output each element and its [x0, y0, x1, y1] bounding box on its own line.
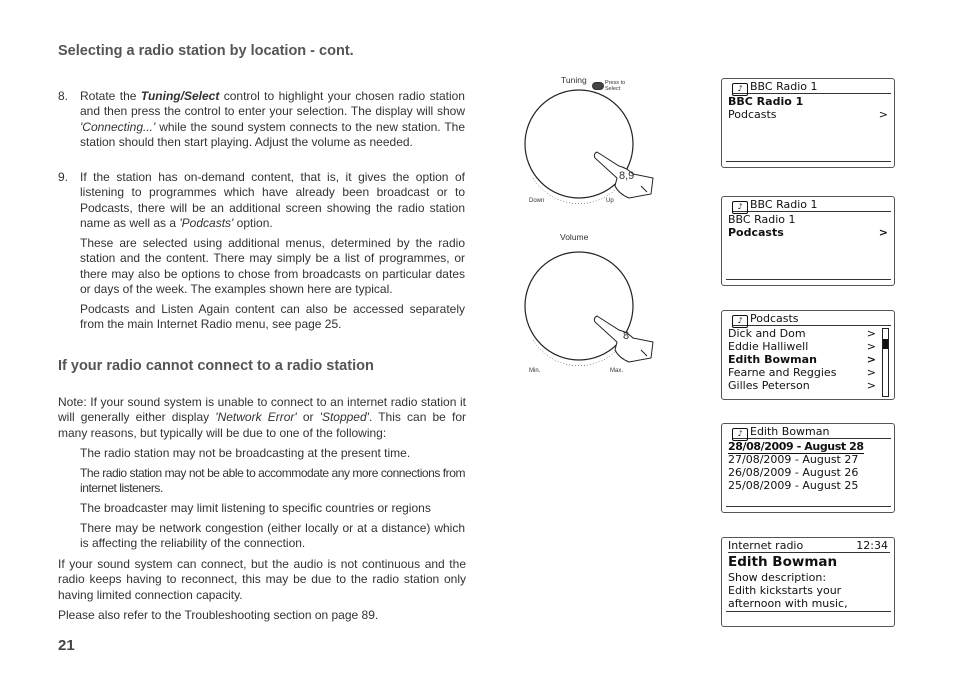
lcd-title-text: Podcasts [750, 312, 799, 325]
lcd-bottom-line [726, 506, 891, 507]
lcd-row [728, 466, 890, 479]
lcd-row [728, 327, 878, 340]
reason-item: The broadcaster may limit listening to specific countries or regions [80, 501, 431, 515]
volume-max-label: Max. [610, 368, 624, 374]
stopped-term: 'Stopped' [319, 410, 369, 425]
step-8-post: while the sound system connects to the new station. The station should then start playing. Adjust the volume as needed. [80, 119, 465, 149]
volume-step-label: 8 [623, 330, 630, 342]
note-or: or [296, 410, 320, 425]
section-heading-troubleshoot: If your radio cannot connect to a radio station [58, 358, 374, 374]
lcd-row-text: Podcasts [728, 108, 777, 121]
lcd-row-text: 28/08/2009 - August 28 [728, 440, 864, 453]
step-9-post: option. [233, 215, 273, 230]
chevron-right-icon: > [866, 379, 876, 392]
lcd-row-text: 26/08/2009 - August 26 [728, 466, 859, 479]
troubleshooting-paragraph: Please also refer to the Troubleshooting section on page 89. [58, 608, 379, 622]
lcd-row-text: Fearne and Reggies [728, 366, 837, 379]
lcd-row [728, 108, 890, 121]
tuning-select-term: Tuning/Select [140, 89, 220, 103]
lcd-row-text: 25/08/2009 - August 25 [728, 479, 859, 492]
reconnect-paragraph: If your sound system can connect, but the audio is not continuous and the radio keeps having to reconnect, this may be due to the radio station only having limited connection capacity. [58, 557, 466, 602]
lcd-row-text: BBC Radio 1 [728, 213, 796, 226]
step-number-8: 8. [58, 89, 69, 103]
chevron-right-icon: > [866, 327, 876, 340]
menus-paragraph: These are selected using additional menus, determined by the radio station and the content. There may simply be a list of programmes, or there may also be options to chose from broadcasts on particular dates or days of the week. The examples shown here are typical. [80, 236, 465, 296]
lcd-bottom-line [726, 279, 891, 280]
podcasts-paragraph: Podcasts and Listen Again content can also be accessed separately from the main Internet Radio menu, see page 25. [80, 302, 465, 332]
chevron-right-icon: > [878, 108, 888, 121]
volume-label: Volume [560, 232, 589, 242]
lcd-row-text: Podcasts [728, 226, 784, 239]
tuning-down-label: Down [529, 198, 545, 204]
chevron-right-icon: > [878, 226, 888, 239]
lcd-title [732, 425, 891, 439]
lcd-row-text: 27/08/2009 - August 27 [728, 453, 859, 466]
chevron-right-icon: > [866, 366, 876, 379]
step-9-pre: If the station has on-demand content, that is, it gives the option of listening to programmes which have already been broadcast or to Podcasts, there will be an additional screen showing the radio station name as well as a [80, 170, 465, 230]
chevron-right-icon: > [866, 340, 876, 353]
lcd-title [732, 80, 891, 94]
lcd-row-text: Dick and Dom [728, 327, 806, 340]
step-number-9: 9. [58, 170, 69, 184]
network-error-term: 'Network Error' [215, 410, 297, 425]
page-number: 21 [58, 637, 75, 654]
lcd-row [728, 353, 878, 366]
lcd-row [728, 440, 890, 453]
note-pre: Note: If your sound system is unable to connect to an internet radio station it will generally either display [58, 395, 466, 425]
lcd-row [728, 479, 890, 492]
lcd-screen-now-playing [721, 537, 895, 627]
lcd-row [728, 366, 878, 379]
lcd-title-text: BBC Radio 1 [750, 198, 818, 211]
step-8-text [80, 89, 465, 150]
lcd-row-text: Eddie Halliwell [728, 340, 809, 353]
lcd-row-text: Gilles Peterson [728, 379, 810, 392]
lcd-screen-podcasts-selected [721, 196, 895, 286]
press-to-select-label: Press to Select [605, 80, 626, 92]
connecting-term: 'Connecting...' [80, 119, 156, 134]
step-8-mid: control to highlight your chosen radio station and then press the control to enter your selection. The display will show [80, 89, 465, 119]
lcd-station-name: Edith Bowman [728, 554, 838, 570]
lcd-scrollbar [882, 328, 889, 397]
lcd-screen-episode-list [721, 423, 895, 513]
lcd-row: Show description: [728, 571, 827, 584]
radio-station-icon: ♪ [732, 201, 748, 214]
lcd-screen-podcast-list [721, 310, 895, 400]
lcd-row: afternoon with music, [728, 597, 848, 610]
lcd-scrollbar-thumb [883, 339, 888, 349]
lcd-row-text: BBC Radio 1 [728, 95, 804, 108]
lcd-title-text: Internet radio [728, 539, 804, 552]
section-heading: Selecting a radio station by location - cont. [58, 43, 354, 59]
lcd-row-text: Edith Bowman [728, 353, 817, 366]
chevron-right-icon: > [866, 353, 876, 366]
lcd-title-text: BBC Radio 1 [750, 80, 818, 93]
lcd-row [728, 95, 890, 108]
lcd-row [728, 453, 890, 466]
lcd-title [732, 312, 891, 326]
radio-station-icon: ♪ [732, 83, 748, 96]
podcast-icon: ♪ [732, 428, 748, 441]
tuning-up-label: Up [606, 198, 614, 204]
lcd-header [728, 539, 890, 553]
reason-item: There may be network congestion (either locally or at a distance) which is affecting the reliability of the connection. [80, 521, 465, 551]
lcd-bottom-line [726, 161, 891, 162]
reason-item: The radio station may not be broadcasting at the present time. [80, 446, 411, 460]
lcd-clock: 12:34 [856, 539, 888, 552]
tuning-label: Tuning [561, 75, 587, 85]
step-8-pre: Rotate the [80, 89, 141, 103]
lcd-row [728, 213, 890, 226]
volume-min-label: Min. [529, 368, 541, 374]
note-paragraph [58, 395, 466, 441]
lcd-row [728, 226, 890, 239]
lcd-screen-station [721, 78, 895, 168]
podcast-icon: ♪ [732, 315, 748, 328]
lcd-title [732, 198, 891, 212]
lcd-row [728, 340, 878, 353]
note-post: . This can be for many reasons, but typically will be due to one of the following: [58, 410, 466, 440]
step-9-text [80, 170, 465, 231]
reason-item: The radio station may not be able to accommodate any more connections from internet listeners. [80, 466, 465, 496]
lcd-row: Edith kickstarts your [728, 584, 842, 597]
lcd-title-text: Edith Bowman [750, 425, 830, 438]
podcasts-term: 'Podcasts' [179, 215, 234, 230]
tuning-step-label: 8,9 [619, 170, 635, 182]
lcd-row [728, 379, 878, 392]
lcd-bottom-line [726, 611, 891, 612]
